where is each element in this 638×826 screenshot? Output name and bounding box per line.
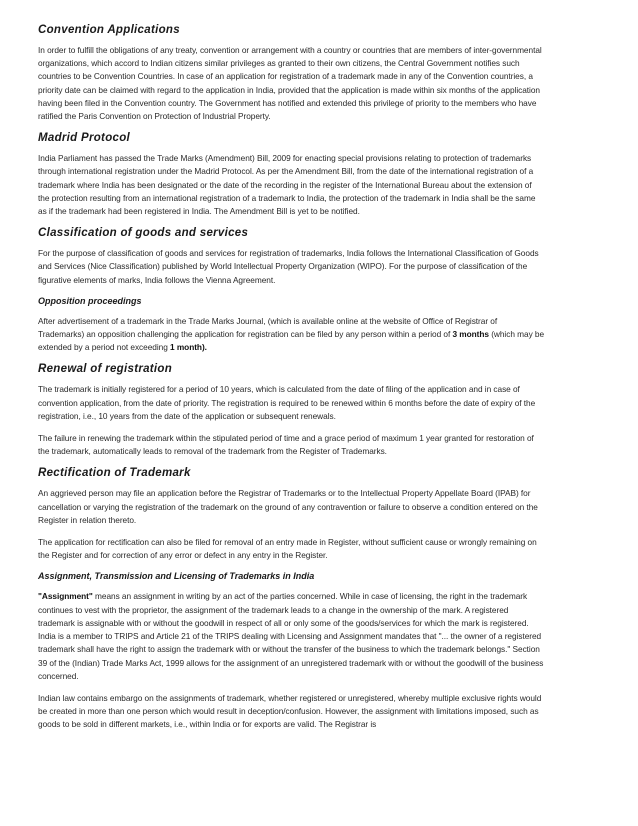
paragraph-madrid: India Parliament has passed the Trade Marks (Amendment) Bill, 2009 for enacting special provisions relating to protection of trademarks through international registration under the Madrid Protocol. As per the Amendment Bill, from the date of the international registration of a trademark where India has been designated or the date of the recording in the register of the International Bureau about the extension of the protection resulting from an international registration of a trademark to India, the protection of the trademark in India shall be the same as if the trademark had been registered in India. The Amendment Bill is yet to be notified. bbox=[38, 153, 536, 217]
paragraph-assignment-2: Indian law contains embargo on the assignments of trademark, whether registered or unregistered, whereby multiple exclusive rights would be created in more than one person which would result in deception/confusion. However, the assignment with limitations imposed, such as goods to be sold in different markets, i.e., within India or for exports are valid. The Registrar is bbox=[38, 692, 542, 730]
section-opposition bbox=[38, 296, 545, 355]
section-assignment bbox=[38, 571, 545, 731]
heading-opposition: Opposition proceedings bbox=[38, 295, 142, 306]
section-classification bbox=[38, 227, 545, 287]
paragraph-convention: In order to fulfill the obligations of any treaty, convention or arrangement with a country or countries that are members of inter-governmental organizations, which accord to Indian citizens similar privileges as granted to their own citizens, the Central Government notifies such countries to be Convention Countries. In case of an application for registration of a trademark made in any of the Convention countries, a priority date can be claimed with regard to the application in India, provided that the application is made within six months of the application having been filed in the Convention country. The Government has notified and extended this privilege of priority to the members who have ratified the Paris Convention on Protection of Industrial Property. bbox=[38, 45, 542, 122]
heading-rectification: Rectification of Trademark bbox=[38, 467, 191, 480]
assignment-definition: means an assignment in writing by an act of the parties concerned. While in case of licensing, the right in the trademark continues to vest with the proprietor, the assignment of the trademark leads to a change in the ownership of the mark. A registered trademark is assignable with or without the goodwill in respect of all or only some of the goods/services for which the mark is registered. India is a member to TRIPS and Article 21 of the TRIPS dealing with Licensing and Assignment mandates that "... the owner of a registered trademark shall have the right to assign the trademark with or without the transfer of the business to which the trademark belongs." Section 39 of the (Indian) Trade Marks Act, 1999 allows for the assignment of an unregistered trademark with or without the goodwill of the business concerned. bbox=[38, 591, 544, 681]
paragraph-opposition bbox=[38, 315, 545, 355]
section-madrid bbox=[38, 132, 545, 218]
paragraph-renewal-1: The trademark is initially registered for a period of 10 years, which is calculated from the date of filing of the application and in case of convention application, from the date of priority. The registration is required to be renewed within 6 months before the date of expiry of the registration, i.e., 10 years from the date of the application or subsequent renewals. bbox=[38, 384, 536, 421]
opposition-text-c: (which may be extended by a period not exceeding bbox=[38, 329, 545, 353]
paragraph-renewal-2: The failure in renewing the trademark within the stipulated period of time and a grace period of maximum 1 year granted for restoration of the trademark, automatically leads to removal of the trademark from the Register of Trademarks. bbox=[38, 433, 534, 457]
paragraph-rectification-1: An aggrieved person may file an application before the Registrar of Trademarks or to the Intellectual Property Appellate Board (IPAB) for cancellation or varying the registration of the trademark on the ground of any contravention or failure to observe a condition entered on the Register in relation thereto. bbox=[38, 488, 538, 525]
assignment-term: "Assignment" bbox=[38, 591, 93, 602]
heading-assignment: Assignment, Transmission and Licensing of Trademarks in India bbox=[38, 571, 315, 582]
opposition-text-a: After advertisement of a trademark in the Trade Marks Journal, (which is available online at the website of Office of Registrar of Trademarks) an opposition challenging the application for registration can be filed by any person within a period of bbox=[38, 315, 498, 340]
heading-renewal: Renewal of registration bbox=[38, 363, 173, 376]
heading-madrid: Madrid Protocol bbox=[38, 132, 131, 145]
heading-classification: Classification of goods and services bbox=[38, 227, 249, 240]
paragraph-assignment-1 bbox=[38, 590, 545, 682]
section-rectification bbox=[38, 467, 545, 562]
paragraph-classification: For the purpose of classification of goods and services for registration of trademarks, India follows the International Classification of Goods and Services (Nice Classification) published by World Intellectual Property Organization (WIPO). For the purpose of classification of the figurative elements of marks, India follows the Vienna Agreement. bbox=[38, 248, 539, 285]
paragraph-rectification-2: The application for rectification can also be filed for removal of an entry made in Register, without sufficient cause or wrongly remaining on the Register and for correction of any error or defect in any entry in the Register. bbox=[38, 537, 537, 561]
opposition-extension: 1 month). bbox=[170, 342, 207, 353]
opposition-period: 3 months bbox=[452, 329, 489, 340]
heading-convention: Convention Applications bbox=[38, 24, 180, 36]
section-convention bbox=[38, 24, 545, 123]
section-renewal bbox=[38, 363, 545, 458]
